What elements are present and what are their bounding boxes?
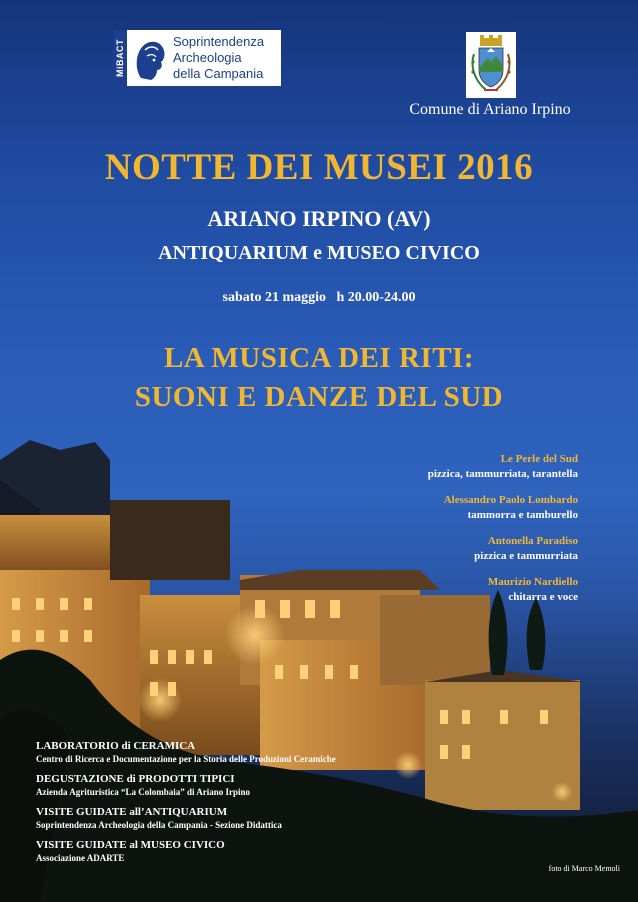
mibact-strip bbox=[113, 30, 127, 86]
activity-item bbox=[36, 773, 376, 798]
activity-organizer: Associazione ADARTE bbox=[36, 853, 125, 863]
performers-list bbox=[330, 452, 578, 616]
activity-title: DEGUSTAZIONE di PRODOTTI TIPICI bbox=[36, 773, 235, 785]
photo-credit: foto di Marco Memoli bbox=[548, 864, 620, 873]
event-venues: ANTIQUARIUM e MUSEO CIVICO bbox=[158, 242, 480, 264]
activity-title: VISITE GUIDATE all’ANTIQUARIUM bbox=[36, 806, 228, 818]
performer-item bbox=[330, 452, 578, 482]
soprintendenza-name bbox=[171, 30, 264, 86]
event-city: ARIANO IRPINO (AV) bbox=[207, 206, 431, 231]
performer-item bbox=[330, 534, 578, 564]
activity-item bbox=[36, 806, 376, 831]
soprintendenza-logo bbox=[113, 30, 281, 86]
performer-name: Le Perle del Sud bbox=[500, 453, 578, 465]
performer-genre: chitarra e voce bbox=[508, 591, 578, 603]
performer-item bbox=[330, 493, 578, 523]
activity-item bbox=[36, 839, 376, 864]
activity-organizer: Centro di Ricerca e Documentazione per la Storia delle Produzioni Ceramiche bbox=[36, 754, 336, 764]
performer-name: Antonella Paradiso bbox=[487, 535, 578, 547]
event-theme-line-1: LA MUSICA DEI RITI: bbox=[163, 342, 475, 374]
mibact-label: MiBACT bbox=[115, 39, 125, 77]
activities-list bbox=[36, 740, 376, 872]
performer-name: Alessandro Paolo Lombardo bbox=[443, 494, 578, 506]
performer-genre: pizzica, tammurriata, tarantella bbox=[427, 468, 578, 480]
activity-organizer: Azienda Agrituristica “La Colombaia” di Ariano Irpino bbox=[36, 787, 251, 797]
comune-name: Comune di Ariano Irpino bbox=[409, 101, 571, 118]
activity-item bbox=[36, 740, 376, 765]
classical-head-icon bbox=[127, 30, 171, 86]
activity-title: VISITE GUIDATE al MUSEO CIVICO bbox=[36, 839, 225, 851]
soprintendenza-line: Soprintendenza bbox=[173, 34, 265, 49]
performer-name: Maurizio Nardiello bbox=[487, 576, 578, 588]
performer-item bbox=[330, 575, 578, 605]
coat-of-arms-icon bbox=[466, 32, 516, 98]
event-theme-line-2: SUONI E DANZE DEL SUD bbox=[134, 381, 504, 413]
event-title: NOTTE DEI MUSEI 2016 bbox=[104, 147, 534, 188]
soprintendenza-line: della Campania bbox=[173, 66, 264, 81]
event-date-time: sabato 21 maggio h 20.00-24.00 bbox=[222, 290, 416, 305]
performer-genre: pizzica e tammurriata bbox=[474, 550, 578, 562]
performer-genre: tammorra e tamburello bbox=[467, 509, 578, 521]
comune-coat-of-arms bbox=[466, 32, 516, 98]
activity-title: LABORATORIO di CERAMICA bbox=[36, 740, 196, 752]
activity-organizer: Soprintendenza Archeologia della Campania - Sezione Didattica bbox=[36, 820, 282, 830]
soprintendenza-line: Archeologia bbox=[173, 50, 242, 65]
